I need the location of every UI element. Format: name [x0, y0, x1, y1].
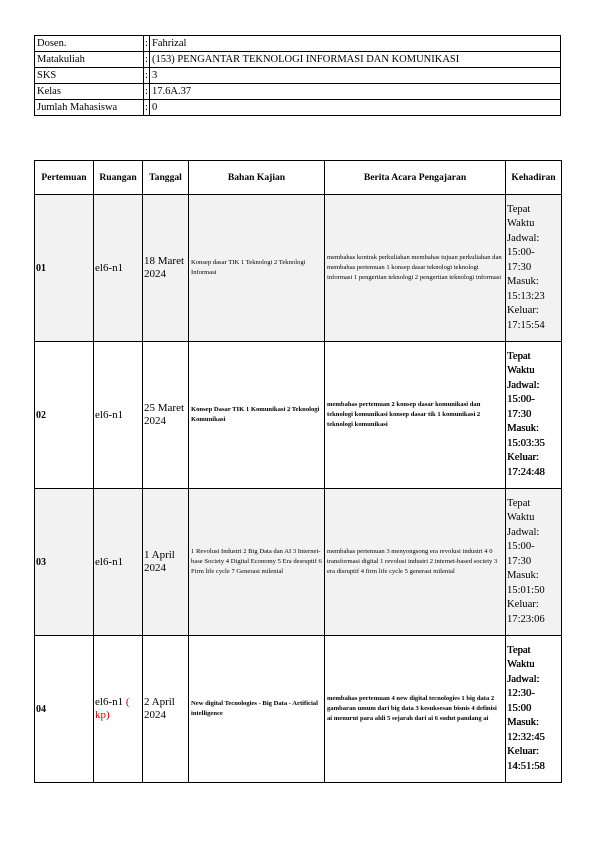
info-row	[35, 84, 561, 100]
room-cell	[94, 342, 143, 489]
status-line: Tepat	[507, 497, 531, 509]
date-cell: 1 April 2024	[143, 489, 189, 636]
date-cell: 2 April 2024	[143, 636, 189, 783]
schedule-label: Jadwal:	[507, 526, 540, 538]
topic-cell: 1 Revolusi Industri 2 Big Data dan AI 3 Internet-base Society 4 Digital Economy 5 Era desruptif 6 Firm life cycle 7 Generasi milenial	[189, 489, 325, 636]
info-label: Kelas	[35, 84, 144, 100]
checkin-label: Masuk:	[507, 423, 539, 435]
info-value: (153) PENGANTAR TEKNOLOGI INFORMASI DAN KOMUNIKASI	[150, 52, 561, 68]
room-cell	[94, 195, 143, 342]
event-cell: membahas kontrak perkuliahan membahas tujuan perkuliahan dan membahas pertemuan 1 konsep dasar teknologi teknologi informasi 1 pengertian teknologi 2 pengertian teknologi informasi	[325, 195, 506, 342]
checkout-label: Keluar:	[507, 599, 539, 611]
date-cell: 18 Maret 2024	[143, 195, 189, 342]
room-code: el6-n1	[95, 696, 124, 708]
info-colon: :	[144, 68, 150, 84]
schedule-start: 12:30-	[507, 688, 535, 700]
checkin-time: 15:01:50	[507, 584, 545, 596]
schedule-end: 17:30	[507, 555, 532, 567]
topic-cell: Konsep Dasar TIK 1 Komunikasi 2 Teknologi Komunikasi	[189, 342, 325, 489]
table-row	[35, 342, 562, 489]
info-value: 17.6A.37	[150, 84, 561, 100]
table-header-row	[35, 161, 562, 195]
schedule-label: Jadwal:	[507, 379, 540, 391]
topic-cell: Konsep dasar TIK 1 Teknologi 2 Teknologi Informasi	[189, 195, 325, 342]
info-label: SKS	[35, 68, 144, 84]
header-tanggal: Tanggal	[143, 161, 189, 195]
checkout-time: 17:23:06	[507, 613, 545, 625]
schedule-start: 15:00-	[507, 394, 535, 406]
checkin-time: 15:03:35	[507, 437, 545, 449]
schedule-label: Jadwal:	[507, 673, 540, 685]
room-cell	[94, 636, 143, 783]
event-cell: membahas pertemuan 2 konsep dasar komunikasi dan teknologi komunikasi konsep dasar tik 1 komunikasi 2 teknologi komunikasi	[325, 342, 506, 489]
table-row	[35, 489, 562, 636]
info-row	[35, 52, 561, 68]
status-line: Waktu	[507, 512, 535, 524]
schedule-label: Jadwal:	[507, 232, 540, 244]
checkin-label: Masuk:	[507, 570, 539, 582]
status-line: Waktu	[507, 218, 535, 230]
room-cell	[94, 489, 143, 636]
checkin-label: Masuk:	[507, 276, 539, 288]
meeting-number: 04	[35, 636, 94, 783]
room-code: el6-n1	[95, 555, 124, 568]
meeting-number: 01	[35, 195, 94, 342]
header-pertemuan: Pertemuan	[35, 161, 94, 195]
checkout-label: Keluar:	[507, 746, 539, 758]
info-label: Dosen.	[35, 36, 144, 52]
status-line: Waktu	[507, 659, 535, 671]
meeting-number: 03	[35, 489, 94, 636]
info-row	[35, 100, 561, 116]
topic-cell: New digital Tecnologies - Big Data - Artificial intelligence	[189, 636, 325, 783]
attendance-cell	[506, 636, 562, 783]
info-colon: :	[144, 36, 150, 52]
info-value: 0	[150, 100, 561, 116]
room-suffix: ( kp)	[95, 696, 130, 721]
status-line: Tepat	[507, 350, 531, 362]
table-row	[35, 195, 562, 342]
attendance-cell	[506, 195, 562, 342]
schedule-end: 15:00	[507, 702, 532, 714]
schedule-start: 15:00-	[507, 541, 535, 553]
room-code: el6-n1	[95, 408, 124, 421]
checkout-time: 14:51:58	[507, 760, 545, 772]
attendance-cell	[506, 489, 562, 636]
course-info-table	[34, 35, 561, 116]
status-line: Waktu	[507, 365, 535, 377]
info-row	[35, 68, 561, 84]
status-line: Tepat	[507, 644, 531, 656]
meeting-number: 02	[35, 342, 94, 489]
checkout-time: 17:15:54	[507, 319, 545, 331]
checkin-time: 15:13:23	[507, 290, 545, 302]
checkout-time: 17:24:48	[507, 466, 545, 478]
info-colon: :	[144, 100, 150, 116]
checkout-label: Keluar:	[507, 305, 539, 317]
schedule-end: 17:30	[507, 408, 532, 420]
info-colon: :	[144, 52, 150, 68]
info-label: Matakuliah	[35, 52, 144, 68]
info-row	[35, 36, 561, 52]
schedule-end: 17:30	[507, 261, 532, 273]
table-row	[35, 636, 562, 783]
info-value: 3	[150, 68, 561, 84]
checkin-label: Masuk:	[507, 717, 539, 729]
header-berita-acara: Berita Acara Pengajaran	[325, 161, 506, 195]
header-bahan-kajian: Bahan Kajian	[189, 161, 325, 195]
room-code: el6-n1	[95, 261, 124, 274]
schedule-start: 15:00-	[507, 247, 535, 259]
attendance-cell	[506, 342, 562, 489]
checkin-time: 12:32:45	[507, 731, 545, 743]
attendance-table	[34, 160, 562, 783]
checkout-label: Keluar:	[507, 452, 539, 464]
header-ruangan: Ruangan	[94, 161, 143, 195]
header-kehadiran: Kehadiran	[506, 161, 562, 195]
status-line: Tepat	[507, 203, 531, 215]
event-cell: membahas pertemuan 3 menyongsong era revolusi industri 4 0 transformasi digital 1 revolusi industri 2 internet-based society 3 era disruptif 4 firm life cycle 5 generasi milenial	[325, 489, 506, 636]
event-cell: membahas pertemuan 4 new digital tecnologies 1 big data 2 gambaran umum dari big data 3 kesuksesan bisnis 4 definisi ai menurut para ahli 5 sejarah dari ai 6 sudut pandang ai	[325, 636, 506, 783]
info-colon: :	[144, 84, 150, 100]
info-label: Jumlah Mahasiswa	[35, 100, 144, 116]
date-cell: 25 Maret 2024	[143, 342, 189, 489]
info-value: Fahrizal	[150, 36, 561, 52]
